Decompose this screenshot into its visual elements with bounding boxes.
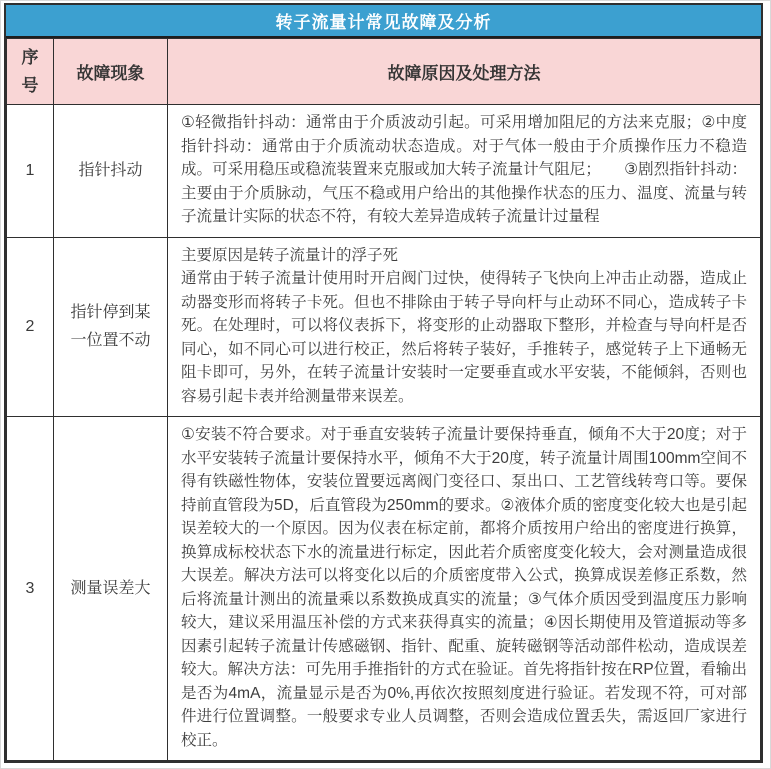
row-analysis: [168, 417, 761, 761]
table-row: [7, 417, 761, 761]
header-cell-phenomenon: [54, 39, 168, 105]
header-label-analysis: 故障原因及处理方法: [387, 64, 541, 83]
row-phenomenon: 测量误差大: [54, 417, 168, 761]
header-row: [7, 39, 761, 105]
row-no: 1: [7, 105, 54, 238]
table-row: [7, 237, 761, 417]
row-phenomenon: 指针停到某一位置不动: [54, 237, 168, 417]
row-analysis: [168, 237, 761, 417]
row-analysis: [168, 105, 761, 238]
fault-analysis-document: [4, 3, 763, 763]
header-cell-no: [7, 39, 54, 105]
row-no: 2: [7, 237, 54, 417]
table-body: [7, 105, 761, 761]
table-row: [7, 105, 761, 238]
analysis-paragraph: 主要原因是转子流量计的浮子死: [181, 246, 399, 264]
header-label-phenomenon: 故障现象: [76, 64, 145, 83]
row-phenomenon: 指针抖动: [54, 105, 168, 238]
header-cell-analysis: [168, 39, 761, 105]
fault-table: [6, 38, 761, 761]
table-title: 转子流量计常见故障及分析: [275, 13, 492, 32]
analysis-paragraph: ①安装不符合要求。对于垂直安装转子流量计要保持垂直，倾角不大于20度；对于水平安装转子流量计要保持水平，倾角不大于20度，转子流量计周围100mm空间不得有铁磁性物体，安装位置要远离阀门变径口、泵出口、工艺管线转弯口等。要保持前直管段为5D，后直管段为250mm的要求。②液体介质的密度变化较大也是引起误差较大的一个原因。因为仪表在标定前，都将介质按用户给出的密度进行换算，换算成标校状态下水的流量进行标定，因此若介质密度变化较大，会对测量造成很大误差。解决方法可以将变化以后的介质密度带入公式，换算成误差修正系数，然后将流量计测出的流量乘以系数换成真实的流量；③气体介质因受到温度压力影响较大，建议采用温压补偿的方式来获得真实的流量；④因长期使用及管道振动等多因素引起转子流量计传感磁钢、指针、配重、旋转磁钢等活动部件松动，造成误差较大。解决方法：可先用手推指针的方式在验证。首先将指针按在RP位置，看输出是否为4mA，流量显示是否为0%,再依次按照刻度进行验证。若发现不符，可对部件进行位置调整。一般要求专业人员调整，否则会造成位置丢失，需返回厂家进行校正。: [181, 426, 747, 749]
header-label-no: 序号: [21, 48, 39, 95]
row-no: 3: [7, 417, 54, 761]
analysis-paragraph: 通常由于转子流量计使用时开启阀门过快，使得转子飞快向上冲击止动器，造成止动器变形而将转子卡死。但也不排除由于转子导向杆与止动环不同心，造成转子卡死。在处理时，可以将仪表拆下，将变形的止动器取下整形，并检查与导向杆是否同心，如不同心可以进行校正，然后将转子装好，手推转子，感觉转子上下通畅无阻卡即可，另外，在转子流量计安装时一定要垂直或水平安装，不能倾斜，否则也容易引起卡表并给测量带来误差。: [181, 270, 747, 405]
title-bar: [6, 5, 761, 38]
analysis-paragraph: ①轻微指针抖动：通常由于介质波动引起。可采用增加阻尼的方法来克服；②中度指针抖动：通常由于介质流动状态造成。对于气体一般由于介质操作压力不稳造成。可采用稳压或稳流装置来克服或加大转子流量计气阻尼； ③剧烈指针抖动：主要由于介质脉动，气压不稳或用户给出的其他操作状态的压力、温度、流量与转子流量计实际的状态不符，有较大差异造成转子流量计过量程: [181, 114, 747, 225]
